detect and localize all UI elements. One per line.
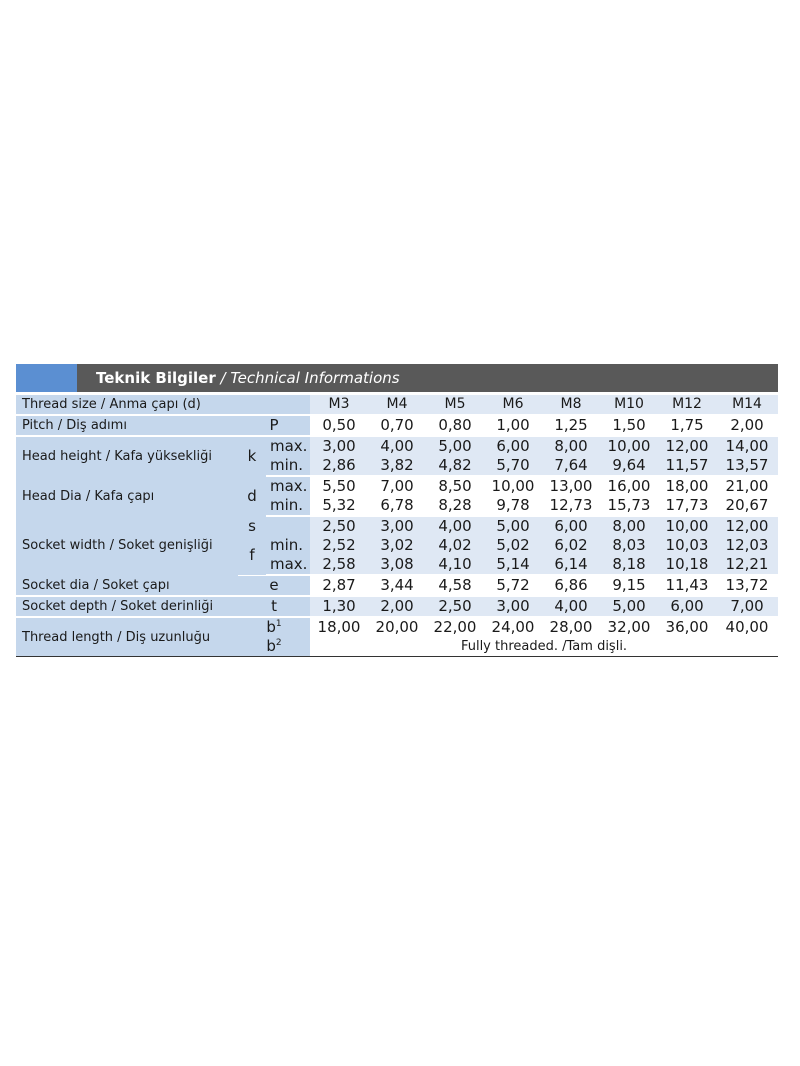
value-cell: 8,50 bbox=[438, 477, 472, 495]
value-cell: 5,14 bbox=[484, 555, 542, 575]
table-row bbox=[16, 415, 778, 436]
value-cell: 1,75 bbox=[658, 415, 716, 436]
value-cell: 32,00 bbox=[607, 618, 651, 636]
value-cell: 2,50 bbox=[310, 516, 368, 536]
pitch-symbol: P bbox=[238, 415, 310, 436]
min-label: min. bbox=[266, 456, 310, 476]
value-cell: 28,00 bbox=[549, 618, 593, 636]
value-cell: 5,72 bbox=[484, 575, 542, 596]
value-cell: 4,58 bbox=[426, 575, 484, 596]
socket-width-label: Socket width / Soket genişliği bbox=[16, 516, 238, 575]
b1-letter: b bbox=[266, 618, 276, 636]
value-cell: 20,67 bbox=[716, 496, 778, 516]
head-dia-symbol: d bbox=[238, 476, 266, 516]
value-cell: 12,03 bbox=[716, 536, 778, 555]
title-accent bbox=[16, 364, 77, 392]
table-row bbox=[16, 395, 778, 415]
head-height-symbol: k bbox=[238, 436, 266, 476]
table-row bbox=[16, 617, 778, 637]
value-cell: 4,00 bbox=[426, 516, 484, 536]
value-cell: 20,00 bbox=[375, 618, 419, 636]
value-cell: 6,00 bbox=[484, 436, 542, 456]
value-cell: 2,00 bbox=[368, 596, 426, 617]
value-cell: 16,00 bbox=[607, 477, 651, 495]
value-cell: 7,00 bbox=[380, 477, 414, 495]
value-cell: 5,32 bbox=[310, 496, 368, 516]
value-cell: 10,00 bbox=[600, 436, 658, 456]
thread-length-symbol-b2 bbox=[238, 637, 310, 656]
value-cell: 10,18 bbox=[658, 555, 716, 575]
value-cell: 2,00 bbox=[716, 415, 778, 436]
value-cell: 3,82 bbox=[368, 456, 426, 476]
value-cell: 12,00 bbox=[716, 516, 778, 536]
min-label: min. bbox=[266, 536, 310, 555]
value-cell: 40,00 bbox=[725, 618, 769, 636]
value-cell: 18,00 bbox=[665, 477, 709, 495]
sizes-label: Thread size / Anma çapı (d) bbox=[16, 395, 310, 415]
value-cell: 3,02 bbox=[368, 536, 426, 555]
value-cell: 6,00 bbox=[658, 596, 716, 617]
value-cell: 6,14 bbox=[542, 555, 600, 575]
value-cell: 5,50 bbox=[322, 477, 356, 495]
value-cell: 9,15 bbox=[600, 575, 658, 596]
value-cell: 5,02 bbox=[484, 536, 542, 555]
blank-sub bbox=[266, 516, 310, 536]
value-cell: 22,00 bbox=[433, 618, 477, 636]
value-cell: 0,80 bbox=[426, 415, 484, 436]
value-cell: 10,00 bbox=[491, 477, 535, 495]
max-label: max. bbox=[266, 436, 310, 456]
socket-depth-symbol: t bbox=[238, 596, 310, 617]
head-dia-label: Head Dia / Kafa çapı bbox=[16, 476, 238, 516]
size-header: M12 bbox=[658, 395, 716, 415]
value-cell: 8,00 bbox=[542, 436, 600, 456]
value-cell: 8,00 bbox=[600, 516, 658, 536]
socket-dia-label: Socket dia / Soket çapı bbox=[16, 575, 238, 596]
size-header: M14 bbox=[716, 395, 778, 415]
value-cell: 3,08 bbox=[368, 555, 426, 575]
value-cell: 3,00 bbox=[484, 596, 542, 617]
value-cell: 14,00 bbox=[716, 436, 778, 456]
value-cell: 36,00 bbox=[665, 618, 709, 636]
size-header: M4 bbox=[368, 395, 426, 415]
value-cell: 18,00 bbox=[317, 618, 361, 636]
table-row bbox=[16, 516, 778, 536]
head-height-label: Head height / Kafa yüksekliği bbox=[16, 436, 238, 476]
value-cell: 24,00 bbox=[491, 618, 535, 636]
table-row bbox=[16, 476, 778, 496]
table-row bbox=[16, 596, 778, 617]
size-header: M6 bbox=[484, 395, 542, 415]
title-en: / Technical Informations bbox=[220, 369, 400, 387]
value-cell: 10,00 bbox=[658, 516, 716, 536]
value-cell: 5,00 bbox=[426, 436, 484, 456]
table-row bbox=[16, 575, 778, 596]
value-cell: 6,00 bbox=[542, 516, 600, 536]
value-cell: 3,00 bbox=[310, 436, 368, 456]
value-cell: 4,00 bbox=[542, 596, 600, 617]
spec-table-body bbox=[16, 395, 778, 656]
value-cell: 3,00 bbox=[368, 516, 426, 536]
value-cell: 12,73 bbox=[542, 496, 600, 516]
socket-width-symbol-s: s bbox=[238, 516, 266, 536]
value-cell: 9,64 bbox=[600, 456, 658, 476]
value-cell: 2,58 bbox=[310, 555, 368, 575]
value-cell: 9,78 bbox=[484, 496, 542, 516]
value-cell: 6,86 bbox=[542, 575, 600, 596]
value-cell: 7,64 bbox=[542, 456, 600, 476]
size-header: M10 bbox=[600, 395, 658, 415]
value-cell: 12,21 bbox=[716, 555, 778, 575]
value-cell: 3,44 bbox=[368, 575, 426, 596]
value-cell: 4,02 bbox=[426, 536, 484, 555]
value-cell: 4,82 bbox=[426, 456, 484, 476]
size-header: M3 bbox=[310, 395, 368, 415]
value-cell: 13,00 bbox=[549, 477, 593, 495]
table-bottom-rule bbox=[16, 656, 778, 657]
size-header: M5 bbox=[426, 395, 484, 415]
b1-sup: 1 bbox=[275, 619, 282, 629]
value-cell: 5,00 bbox=[484, 516, 542, 536]
value-cell: 8,18 bbox=[600, 555, 658, 575]
value-cell: 2,86 bbox=[310, 456, 368, 476]
value-cell: 1,25 bbox=[542, 415, 600, 436]
value-cell: 1,30 bbox=[310, 596, 368, 617]
size-header: M8 bbox=[542, 395, 600, 415]
value-cell: 8,03 bbox=[600, 536, 658, 555]
thread-length-symbol-b1 bbox=[238, 617, 310, 637]
value-cell: 13,57 bbox=[716, 456, 778, 476]
value-cell: 6,78 bbox=[368, 496, 426, 516]
value-cell: 15,73 bbox=[600, 496, 658, 516]
max-label: max. bbox=[266, 476, 310, 496]
value-cell: 11,57 bbox=[658, 456, 716, 476]
pitch-label: Pitch / Diş adımı bbox=[16, 415, 238, 436]
value-cell: 17,73 bbox=[658, 496, 716, 516]
value-cell: 2,52 bbox=[310, 536, 368, 555]
value-cell: 13,72 bbox=[716, 575, 778, 596]
table-row bbox=[16, 436, 778, 456]
value-cell: 11,43 bbox=[658, 575, 716, 596]
value-cell: 5,70 bbox=[484, 456, 542, 476]
value-cell: 7,00 bbox=[716, 596, 778, 617]
fully-threaded-note: Fully threaded. /Tam dişli. bbox=[460, 639, 628, 654]
value-cell: 12,00 bbox=[658, 436, 716, 456]
min-label: min. bbox=[266, 496, 310, 516]
value-cell: 4,10 bbox=[426, 555, 484, 575]
panel-title bbox=[96, 369, 400, 387]
spec-table bbox=[16, 395, 778, 656]
value-cell: 1,00 bbox=[484, 415, 542, 436]
value-cell: 1,50 bbox=[600, 415, 658, 436]
max-label: max. bbox=[266, 555, 310, 575]
value-cell: 4,00 bbox=[368, 436, 426, 456]
title-tr: Teknik Bilgiler bbox=[96, 369, 216, 387]
value-cell: 8,28 bbox=[426, 496, 484, 516]
b2-letter: b bbox=[266, 637, 276, 655]
value-cell: 21,00 bbox=[725, 477, 769, 495]
value-cell: 2,50 bbox=[426, 596, 484, 617]
socket-width-symbol-f: f bbox=[238, 536, 266, 575]
value-cell: 10,03 bbox=[658, 536, 716, 555]
title-bar bbox=[16, 364, 778, 392]
value-cell: 2,87 bbox=[310, 575, 368, 596]
value-cell: 0,50 bbox=[310, 415, 368, 436]
technical-info-panel bbox=[16, 364, 778, 657]
socket-dia-symbol: e bbox=[238, 575, 310, 596]
value-cell: 5,00 bbox=[600, 596, 658, 617]
socket-depth-label: Socket depth / Soket derinliği bbox=[16, 596, 238, 617]
value-cell: 0,70 bbox=[368, 415, 426, 436]
b2-sup: 2 bbox=[275, 638, 282, 648]
thread-length-label: Thread length / Diş uzunluğu bbox=[16, 617, 238, 656]
value-cell: 6,02 bbox=[542, 536, 600, 555]
